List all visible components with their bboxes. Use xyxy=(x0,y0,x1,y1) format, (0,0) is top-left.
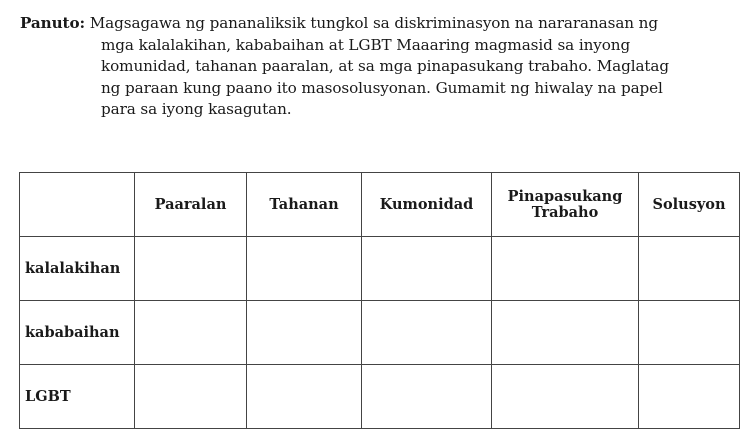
column-header-pinapasukang-trabaho: Pinapasukang Trabaho xyxy=(492,173,639,237)
answer-cell[interactable] xyxy=(492,301,639,365)
answer-cell[interactable] xyxy=(639,301,740,365)
table-row xyxy=(20,301,740,365)
instruction-line-1 xyxy=(20,13,740,35)
row-header-kababaihan: kababaihan xyxy=(20,301,135,365)
column-header-solusyon: Solusyon xyxy=(639,173,740,237)
answer-cell[interactable] xyxy=(135,365,247,429)
column-header-paaralan: Paaralan xyxy=(135,173,247,237)
discrimination-table xyxy=(19,172,740,429)
answer-cell[interactable] xyxy=(247,365,362,429)
answer-cell[interactable] xyxy=(247,237,362,301)
row-header-kalalakihan: kalalakihan xyxy=(20,237,135,301)
answer-cell[interactable] xyxy=(135,301,247,365)
answer-cell[interactable] xyxy=(362,365,492,429)
answer-cell[interactable] xyxy=(135,237,247,301)
column-header-tahanan: Tahanan xyxy=(247,173,362,237)
instruction-line-2: mga kalalakihan, kababaihan at LGBT Maaaring magmasid sa inyong xyxy=(101,35,631,54)
column-header-corner xyxy=(20,173,135,237)
answer-cell[interactable] xyxy=(492,237,639,301)
answer-cell[interactable] xyxy=(639,365,740,429)
answer-cell[interactable] xyxy=(362,237,492,301)
table-header-row xyxy=(20,173,740,237)
instruction-line-5: para sa iyong kasagutan. xyxy=(101,100,292,118)
instruction-line-4: ng paraan kung paano ito masosolusyonan. Gumamit ng hiwalay na papel xyxy=(101,78,663,97)
instructions-block xyxy=(20,13,740,121)
row-header-lgbt: LGBT xyxy=(20,365,135,429)
table-row xyxy=(20,365,740,429)
answer-cell[interactable] xyxy=(247,301,362,365)
answer-cell[interactable] xyxy=(492,365,639,429)
instruction-text-1: Magsagawa ng pananaliksik tungkol sa diskriminasyon na nararanasan ng xyxy=(85,14,658,32)
instruction-label: Panuto: xyxy=(20,14,85,32)
table-row xyxy=(20,237,740,301)
column-header-kumonidad: Kumonidad xyxy=(362,173,492,237)
instruction-line-3: komunidad, tahanan paaralan, at sa mga pinapasukang trabaho. Maglatag xyxy=(101,57,670,75)
answer-cell[interactable] xyxy=(639,237,740,301)
answer-cell[interactable] xyxy=(362,301,492,365)
